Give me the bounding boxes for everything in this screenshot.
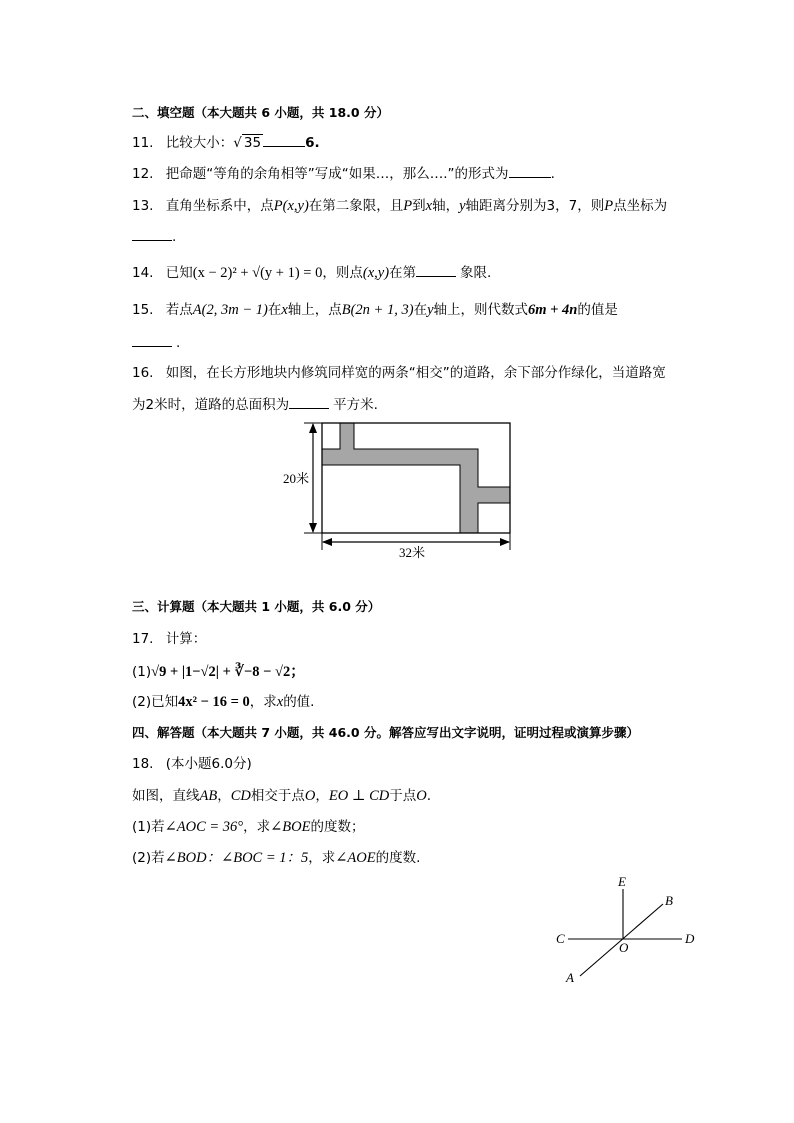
text: ，	[315, 788, 329, 804]
question-number: 18.	[132, 756, 154, 772]
part-label: (1)	[132, 664, 152, 680]
math-EO-perp-CD: EO ⊥ CD	[328, 788, 390, 804]
math-expression: ∠AOC = 36°	[164, 819, 244, 835]
question-number: 17.	[132, 631, 154, 647]
label-B: B	[665, 893, 673, 908]
text: 点坐标为	[613, 198, 668, 214]
math-expression: √9 + |1−√2| + ∛−8 − √2；	[151, 664, 305, 680]
text: 如图，直线	[132, 788, 200, 804]
question-number: 12.	[132, 166, 154, 182]
text: ，求	[249, 694, 277, 710]
text: 的值.	[283, 694, 315, 710]
part-label: (2)	[132, 850, 152, 866]
text: .	[426, 788, 431, 804]
math-O: O	[304, 788, 316, 804]
period: .	[172, 229, 177, 245]
section-3-title: 三、计算题（本大题共 1 小题，共 6.0 分）	[132, 599, 381, 614]
text: 轴上，则代数式	[433, 302, 528, 318]
text: 若	[151, 819, 165, 835]
text: 已知	[165, 265, 193, 281]
part-label: (2)	[132, 694, 152, 710]
label-D: D	[685, 931, 695, 946]
math-expression: 4x² − 16 = 0	[178, 694, 250, 710]
text: 的度数；	[310, 819, 365, 835]
text: ，求	[308, 850, 336, 866]
math-point-A: A(2, 3m − 1)	[192, 302, 268, 318]
question-text: 计算：	[165, 631, 207, 647]
text: 轴距离分别为3，7，则	[465, 198, 605, 214]
label-C: C	[556, 931, 565, 946]
math-coord: (x,y)	[362, 265, 390, 281]
period: .	[176, 335, 181, 351]
math-expression: 6m + 4n	[528, 302, 578, 318]
math-O: O	[416, 788, 427, 804]
section-2-title: 二、填空题（本大题共 6 小题，共 18.0 分）	[132, 105, 389, 120]
math-expression: ∠BOD：∠BOC = 1：5	[164, 850, 309, 866]
text: 在第二象限，且	[308, 198, 404, 214]
sqrt-symbol: √	[233, 135, 242, 151]
text: 轴上，点	[287, 302, 342, 318]
question-text: 把命题“等角的余角相等”写成“如果…，那么….”的形式为	[165, 166, 509, 182]
text: 若	[151, 850, 165, 866]
math-x: x	[276, 694, 284, 710]
text: ，	[217, 788, 231, 804]
math-coord: (x,y)	[282, 198, 309, 214]
math-CD: CD	[230, 788, 251, 804]
math-P: P	[273, 198, 283, 214]
text: 若点	[165, 302, 193, 318]
math-x: x	[281, 302, 288, 318]
question-number: 16.	[132, 365, 154, 381]
section-4-title: 四、解答题（本大题共 7 小题，共 46.0 分。解答应写出文字说明，证明过程或演算步骤）	[132, 725, 639, 740]
text: 平方米.	[333, 397, 378, 413]
math-expression: ∠AOE	[335, 850, 376, 866]
radicand: 35	[243, 135, 262, 151]
math-y: y	[427, 302, 434, 318]
compare-value: 6.	[305, 135, 320, 151]
width-label: 32米	[399, 545, 426, 560]
math-point-B: B(2n + 1, 3)	[341, 302, 414, 318]
math-P: P	[604, 198, 614, 214]
question-number: 13.	[132, 198, 154, 214]
text: 直角坐标系中，点	[165, 198, 274, 214]
math-x: x	[425, 198, 433, 214]
question-number: 14.	[132, 265, 154, 281]
text: 已知	[151, 694, 179, 710]
label-O: O	[619, 940, 629, 955]
text: ，则点	[322, 265, 363, 281]
text: 的值是	[577, 302, 618, 318]
math-P: P	[403, 198, 413, 214]
height-label: 20米	[283, 471, 310, 486]
text: 相交于点	[250, 788, 305, 804]
text: 轴，	[432, 198, 460, 214]
period: .	[550, 166, 555, 182]
text: 在第	[389, 265, 417, 281]
text: 于点	[389, 788, 417, 804]
question-number: 11.	[132, 135, 154, 151]
question-number: 15.	[132, 302, 154, 318]
text: ，求	[243, 819, 271, 835]
math-AB: AB	[199, 788, 218, 804]
math-expression: (x − 2)² + √(y + 1) = 0	[192, 265, 323, 281]
text: 的度数.	[375, 850, 421, 866]
math-expression: ∠BOE	[270, 819, 311, 835]
text: 象限.	[460, 265, 492, 281]
text: 在	[413, 302, 428, 318]
part-label: (1)	[132, 819, 152, 835]
text: 在	[267, 302, 282, 318]
text: 如图，在长方形地块内修筑同样宽的两条“相交”的道路，余下部分作绿化，当道路宽	[165, 365, 666, 381]
text: 到	[412, 198, 426, 214]
text: 为2米时，道路的总面积为	[132, 397, 290, 413]
math-y: y	[459, 198, 466, 214]
score-note: (本小题6.0分)	[165, 756, 252, 772]
label-A: A	[566, 970, 574, 985]
question-text: 比较大小：	[165, 135, 234, 151]
label-E: E	[618, 874, 626, 889]
